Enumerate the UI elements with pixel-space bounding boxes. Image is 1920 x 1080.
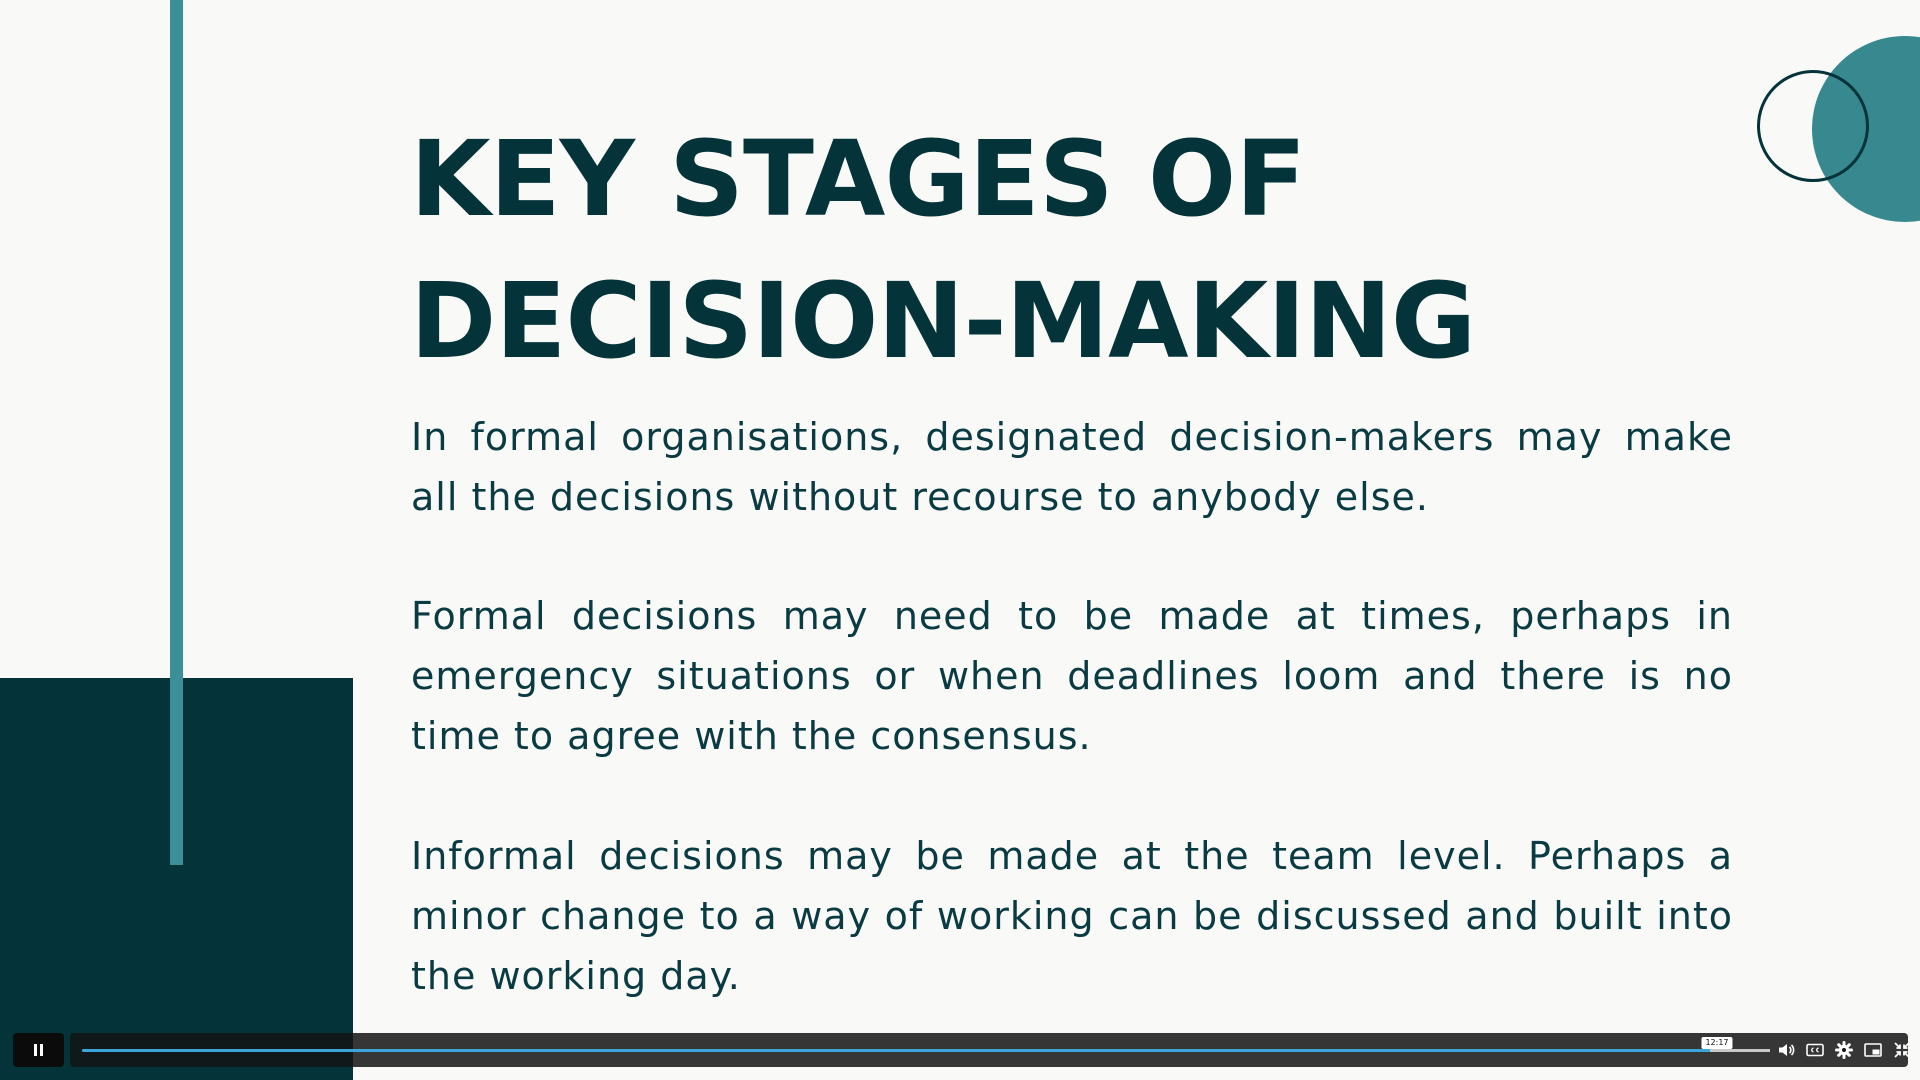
- hover-time-tooltip: 12:17: [1701, 1037, 1732, 1049]
- slide-title: KEY STAGES OF DECISION-MAKING: [410, 118, 1476, 382]
- picture-in-picture-icon[interactable]: [1863, 1040, 1883, 1060]
- paragraph-formal-organisations: In formal organisations, designated decision-makers may make all the decisions without recourse to anybody else.: [411, 415, 1733, 519]
- outline-circle-decoration: [1757, 70, 1869, 182]
- paragraph-informal-decisions: Informal decisions may be made at the team level. Perhaps a minor change to a way of working can be discussed and built into the working day.: [411, 834, 1733, 998]
- exit-fullscreen-icon[interactable]: [1892, 1040, 1912, 1060]
- paragraph-formal-decisions: Formal decisions may need to be made at times, perhaps in emergency situations or when deadlines loom and there is no time to agree with the consensus.: [411, 594, 1733, 758]
- gear-icon[interactable]: [1834, 1040, 1854, 1060]
- video-player-controls: [12, 1033, 1908, 1067]
- control-bar: [70, 1033, 1908, 1067]
- closed-captions-icon[interactable]: [1805, 1040, 1825, 1060]
- vertical-teal-bar: [170, 0, 183, 865]
- progress-scrubber[interactable]: [82, 1038, 1770, 1058]
- pause-icon: [34, 1044, 43, 1056]
- pause-button[interactable]: [13, 1033, 64, 1067]
- volume-slider[interactable]: [1710, 1049, 1770, 1052]
- volume-icon[interactable]: [1776, 1040, 1796, 1060]
